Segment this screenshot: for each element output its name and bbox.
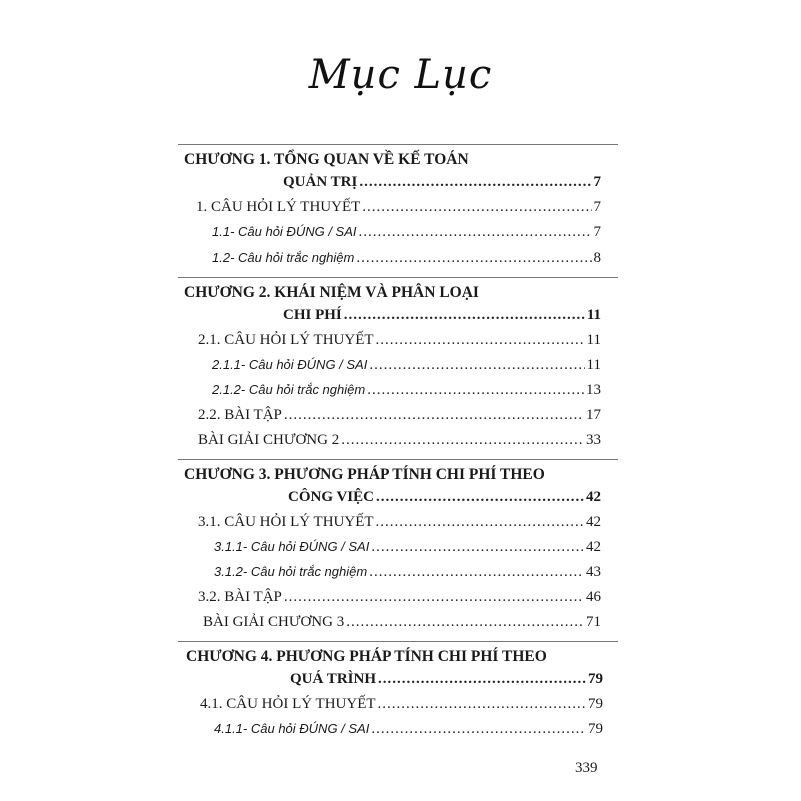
toc-entry[interactable] (196, 197, 601, 217)
toc-entry[interactable] (200, 694, 603, 714)
page-title: Mục Lục (308, 52, 493, 98)
leader-dots (376, 512, 584, 532)
toc-entry[interactable] (198, 587, 601, 607)
entry-label: BÀI GIẢI CHƯƠNG 3 (203, 614, 345, 630)
toc-entry[interactable] (212, 248, 601, 268)
entry-page: 17 (586, 407, 601, 423)
entry-page: 7 (593, 224, 601, 240)
toc-entry[interactable] (212, 222, 601, 242)
leader-dots (378, 669, 586, 689)
entry-label: 2.1. CÂU HỎI LÝ THUYẾT (198, 332, 374, 348)
entry-label: 4.1.1- Câu hỏi ĐÚNG / SAI (214, 721, 370, 736)
chapter-3-heading[interactable]: CHƯƠNG 3. PHƯƠNG PHÁP TÍNH CHI PHÍ THEO (184, 466, 545, 483)
chapter-1-page: 7 (593, 174, 601, 190)
chapter-2-title-cont: CHI PHÍ (283, 307, 342, 323)
entry-page: 43 (586, 564, 601, 580)
leader-dots (369, 355, 584, 375)
chapter-2-entry[interactable] (283, 305, 601, 325)
chapter-3-title-cont: CÔNG VIỆC (288, 489, 374, 505)
entry-label: BÀI GIẢI CHƯƠNG 2 (198, 432, 340, 448)
entry-page: 79 (588, 721, 603, 737)
chapter-divider (178, 641, 618, 642)
toc-entry[interactable] (198, 405, 601, 425)
toc-entry[interactable] (198, 512, 601, 532)
entry-label: 3.1. CÂU HỎI LÝ THUYẾT (198, 514, 374, 530)
entry-page: 11 (586, 332, 601, 348)
entry-page: 79 (588, 696, 603, 712)
entry-label: 1.2- Câu hỏi trắc nghiệm (212, 250, 355, 265)
toc-entry[interactable] (214, 719, 603, 739)
entry-page: 42 (586, 539, 601, 555)
leader-dots (367, 380, 584, 400)
chapter-1-title-cont: QUẢN TRỊ (283, 174, 358, 190)
toc-entry[interactable] (214, 562, 601, 582)
leader-dots (356, 248, 591, 268)
chapter-divider (178, 277, 618, 278)
leader-dots (346, 612, 584, 632)
entry-label: 1. CÂU HỎI LÝ THUYẾT (196, 199, 361, 215)
entry-page: 42 (586, 514, 601, 530)
chapter-1-entry[interactable] (283, 172, 601, 192)
leader-dots (344, 305, 585, 325)
chapter-2-page: 11 (586, 307, 601, 323)
chapter-4-entry[interactable] (290, 669, 603, 689)
leader-dots (369, 562, 584, 582)
chapter-divider (178, 144, 618, 145)
entry-page: 8 (593, 250, 601, 266)
chapter-2-heading[interactable]: CHƯƠNG 2. KHÁI NIỆM VÀ PHÂN LOẠI (184, 284, 479, 301)
toc-entry[interactable] (198, 430, 601, 450)
entry-label: 3.2. BÀI TẬP (198, 589, 282, 605)
toc-entry[interactable] (212, 355, 601, 375)
leader-dots (378, 694, 586, 714)
chapter-3-page: 42 (586, 489, 601, 505)
chapter-3-entry[interactable] (288, 487, 601, 507)
entry-page: 11 (586, 357, 601, 373)
entry-label: 2.1.1- Câu hỏi ĐÚNG / SAI (212, 357, 368, 372)
chapter-4-heading[interactable]: CHƯƠNG 4. PHƯƠNG PHÁP TÍNH CHI PHÍ THEO (186, 648, 547, 665)
entry-label: 3.1.2- Câu hỏi trắc nghiệm (214, 564, 368, 579)
chapter-divider (178, 459, 618, 460)
entry-label: 4.1. CÂU HỎI LÝ THUYẾT (200, 696, 376, 712)
entry-label: 3.1.1- Câu hỏi ĐÚNG / SAI (214, 539, 370, 554)
entry-page: 46 (586, 589, 601, 605)
leader-dots (371, 719, 586, 739)
leader-dots (362, 197, 591, 217)
toc-entry[interactable] (198, 330, 601, 350)
chapter-1-heading[interactable]: CHƯƠNG 1. TỔNG QUAN VỀ KẾ TOÁN (184, 151, 469, 168)
leader-dots (371, 537, 584, 557)
entry-page: 7 (593, 199, 601, 215)
toc-entry[interactable] (203, 612, 601, 632)
toc-entry[interactable] (212, 380, 601, 400)
toc-entry[interactable] (214, 537, 601, 557)
leader-dots (341, 430, 584, 450)
chapter-4-title-cont: QUÁ TRÌNH (290, 671, 376, 687)
leader-dots (376, 330, 585, 350)
entry-label: 1.1- Câu hỏi ĐÚNG / SAI (212, 224, 357, 239)
page-number: 339 (575, 760, 598, 776)
entry-label: 2.2. BÀI TẬP (198, 407, 282, 423)
entry-page: 13 (586, 382, 601, 398)
entry-page: 71 (586, 614, 601, 630)
leader-dots (359, 172, 591, 192)
leader-dots (359, 222, 592, 242)
leader-dots (284, 405, 584, 425)
entry-label: 2.1.2- Câu hỏi trắc nghiệm (212, 382, 366, 397)
leader-dots (376, 487, 584, 507)
leader-dots (284, 587, 584, 607)
chapter-4-page: 79 (588, 671, 603, 687)
entry-page: 33 (586, 432, 601, 448)
